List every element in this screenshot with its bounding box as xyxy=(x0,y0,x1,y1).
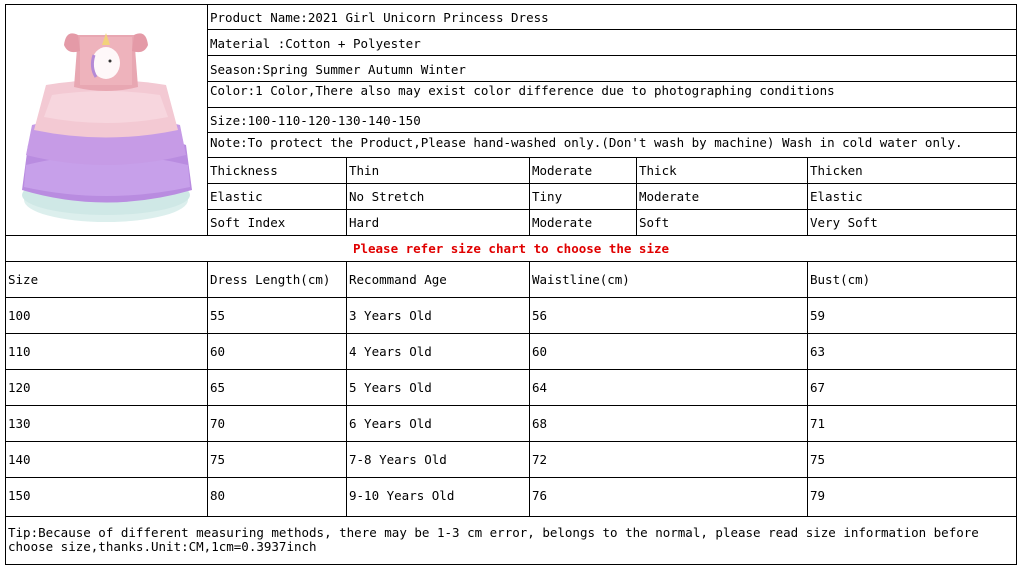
table-row-waist: 60 xyxy=(532,345,548,359)
table-row-size: 100 xyxy=(8,309,31,323)
product-note: Note:To protect the Product,Please hand-washed only.(Don't wash by machine) Wash in cold water only. xyxy=(210,136,963,150)
table-row-age: 3 Years Old xyxy=(349,309,432,323)
attr-thickness-thicken: Thicken xyxy=(810,164,863,178)
table-row-waist: 72 xyxy=(532,453,548,467)
table-row-bust: 71 xyxy=(810,417,826,431)
table-row-bust: 79 xyxy=(810,489,826,503)
table-row-bust: 67 xyxy=(810,381,826,395)
table-row-length: 70 xyxy=(210,417,226,431)
table-row-waist: 68 xyxy=(532,417,548,431)
product-season: Season:Spring Summer Autumn Winter xyxy=(210,63,466,77)
attr-elastic-label: Elastic xyxy=(210,190,263,204)
size-chart-sheet xyxy=(5,4,1017,565)
attr-elastic-moderate: Moderate xyxy=(639,190,700,204)
attr-thickness-thick: Thick xyxy=(639,164,677,178)
table-row-length: 75 xyxy=(210,453,226,467)
table-row-size: 130 xyxy=(8,417,31,431)
table-row-age: 4 Years Old xyxy=(349,345,432,359)
header-recommand-age: Recommand Age xyxy=(349,273,447,287)
size-tip: Tip:Because of different measuring methods, there may be 1-3 cm error, belongs to the normal, please read size information before choose size,thanks.Unit:CM,1cm=0.3937inch xyxy=(8,526,979,554)
header-waistline: Waistline(cm) xyxy=(532,273,630,287)
table-row-bust: 59 xyxy=(810,309,826,323)
table-row-age: 7-8 Years Old xyxy=(349,453,447,467)
table-row-age: 6 Years Old xyxy=(349,417,432,431)
table-row-bust: 63 xyxy=(810,345,826,359)
product-name: Product Name:2021 Girl Unicorn Princess Dress xyxy=(210,11,549,25)
table-row-bust: 75 xyxy=(810,453,826,467)
table-row-age: 9-10 Years Old xyxy=(349,489,455,503)
table-row-age: 5 Years Old xyxy=(349,381,432,395)
table-row-length: 55 xyxy=(210,309,226,323)
attr-thickness-moderate: Moderate xyxy=(532,164,593,178)
unicorn-dress-image xyxy=(6,5,207,234)
table-row-length: 80 xyxy=(210,489,226,503)
table-row-length: 65 xyxy=(210,381,226,395)
table-row-waist: 76 xyxy=(532,489,548,503)
attr-soft-very-soft: Very Soft xyxy=(810,216,878,230)
header-dress-length: Dress Length(cm) xyxy=(210,273,331,287)
product-material: Material :Cotton + Polyester xyxy=(210,37,421,51)
header-size: Size xyxy=(8,273,39,287)
table-row-length: 60 xyxy=(210,345,226,359)
table-row-size: 110 xyxy=(8,345,31,359)
product-size: Size:100-110-120-130-140-150 xyxy=(210,114,421,128)
attr-thickness-thin: Thin xyxy=(349,164,380,178)
attr-soft-label: Soft Index xyxy=(210,216,286,230)
table-row-size: 120 xyxy=(8,381,31,395)
product-color: Color:1 Color,There also may exist color difference due to photographing conditions xyxy=(210,84,835,98)
table-row-size: 150 xyxy=(8,489,31,503)
attr-soft-moderate: Moderate xyxy=(532,216,593,230)
attr-soft-hard: Hard xyxy=(349,216,380,230)
dress-photo xyxy=(6,5,207,234)
size-notice: Please refer size chart to choose the size xyxy=(352,242,670,256)
attr-elastic-no-stretch: No Stretch xyxy=(349,190,425,204)
table-row-size: 140 xyxy=(8,453,31,467)
attr-soft-soft: Soft xyxy=(639,216,670,230)
attr-thickness-label: Thickness xyxy=(210,164,278,178)
attr-elastic-tiny: Tiny xyxy=(532,190,563,204)
table-row-waist: 56 xyxy=(532,309,548,323)
header-bust: Bust(cm) xyxy=(810,273,871,287)
attr-elastic-elastic: Elastic xyxy=(810,190,863,204)
table-row-waist: 64 xyxy=(532,381,548,395)
